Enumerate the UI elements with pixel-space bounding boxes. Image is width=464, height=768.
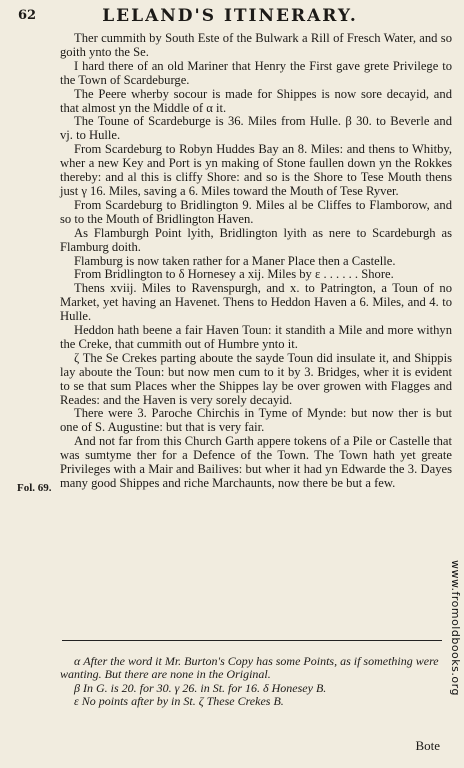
footnote-divider (62, 640, 442, 641)
paragraph: From Scardeburg to Bridlington 9. Miles al be Cliffes to Flamborow, and so to the Mouth of Bridlington Haven. (60, 197, 452, 226)
footnote: ε No points after by in St. ζ These Crekes B. (74, 694, 284, 709)
footnote: β In G. is 20. for 30. γ 26. in St. for 16. δ Honesey B. (74, 680, 327, 695)
paragraph: ζ The Se Crekes parting aboute the sayde Toun did insulate it, and Shippis lay aboute the Toun: but now men cum to it by 3. Bridges, wher it is evident to se that sum Places wher the Shippes lay be over growen with Flagges and Reades: and the Haven is very sorely decayid. (60, 350, 452, 407)
catchword: Bote (415, 738, 440, 753)
footnote: α After the word it Mr. Burton's Copy has some Points, as if something were wanting. But there are none in the Original. (60, 654, 439, 682)
paragraph: Ther cummith by South Este of the Bulwark a Rill of Fresch Water, and so goith ynto the Se. (60, 31, 452, 59)
paragraph: Heddon hath beene a fair Haven Toun: it standith a Mile and more withyn the Creke, that cummith out of Humbre ynto it. (60, 323, 452, 351)
paragraph: As Flamburgh Point lyith, Bridlington lyith as nere to Scardeburgh as Flamburg doith. (60, 225, 452, 254)
paragraph: The Toune of Scardeburge is 36. Miles from Hulle. β 30. to Beverle and vj. to Hulle. (60, 114, 452, 143)
paragraph: There were 3. Paroche Chirchis in Tyme of Mynde: but now ther is but one of S. Augustine: but that is very fair. (60, 406, 452, 435)
paragraph: From Scardeburg to Robyn Huddes Bay an 8. Miles: and thens to Whitby, wher a new Key and Port is yn making of Stone faullen down yn the Rokkes thereby: and al this is cliffy Shore: and so is the Shore to Tese Mouth thens just γ 16. Miles, saving a 6. Miles toward the Mouth of Tese Ryver. (60, 142, 452, 198)
paragraph: Flamburg is now taken rather for a Maner Place then a Castelle. (74, 253, 396, 268)
paragraph: I hard there of an old Mariner that Henry the First gave grete Privilege to the Town of Scardeburge. (60, 58, 452, 87)
paragraph: And not far from this Church Garth appere tokens of a Pile or Castelle that was sumtyme ther for a Defence of the Town. The Town hath yet greate Privileges with a Mair and Bailives: but wher it had yn Edwarde the 3. Dayes many good Shippes and riche Marchaunts, now there be but a few. (60, 434, 452, 490)
paragraph: The Peere wherby socour is made for Shippes is now sore decayid, and that almost yn the Middle of α it. (60, 86, 452, 115)
page-number: 62 (18, 8, 37, 23)
page-header (18, 8, 442, 30)
running-title: LELAND'S ITINERARY. (102, 6, 358, 26)
main-text (60, 32, 452, 491)
footnotes (60, 655, 446, 709)
paragraph: From Bridlington to δ Hornesey a xij. Miles by ε . . . . . . Shore. (74, 267, 394, 282)
watermark: www.fromoldbooks.org (449, 560, 462, 696)
paragraph: Thens xviij. Miles to Ravenspurgh, and x. to Patrington, a Toun of no Market, yet having an Havenet. Thens to Heddon Haven a 6. Miles, and 4. to Hulle. (60, 281, 452, 324)
folio-margin-note: Fol. 69. (17, 482, 52, 494)
